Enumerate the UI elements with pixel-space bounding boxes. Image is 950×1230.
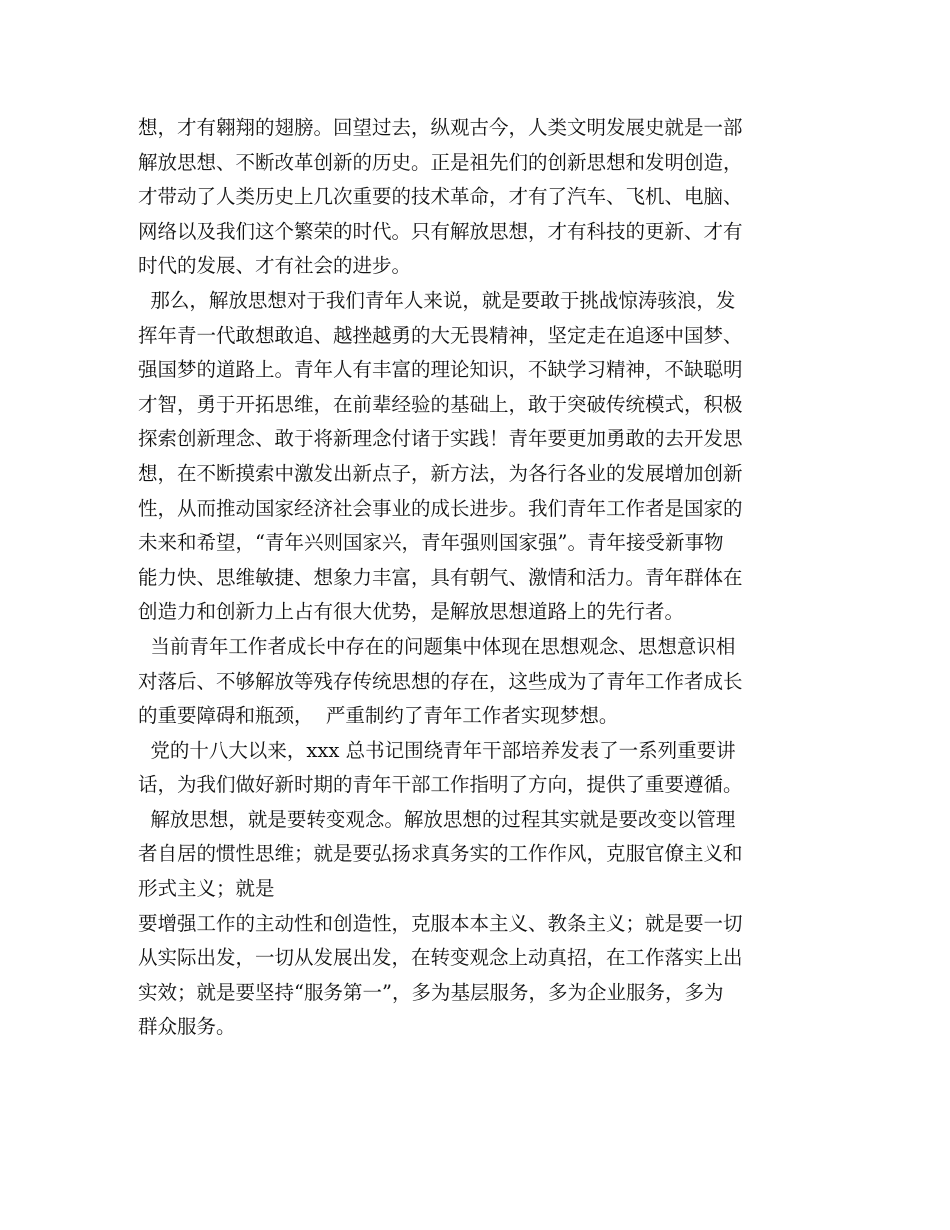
text-line: 想，才有翱翔的翅膀。回望过去，纵观古今，人类文明发展史就是一部 [138, 116, 743, 139]
text-line: 解放思想，就是要转变观念。解放思想的过程其实就是要改变以管理 [138, 807, 736, 831]
text-line: 探索创新理念、敢于将新理念付诸于实践！青年要更加勇敢的去开发思 [138, 427, 743, 451]
text-line: 挥年青一代敢想敢追、越挫越勇的大无畏精神，坚定走在追逐中国梦、 [138, 323, 743, 347]
text-line: 者自居的惯性思维；就是要弘扬求真务实的工作作风，克服官僚主义和 [138, 842, 743, 866]
text-line: 群众服务。 [138, 1015, 236, 1039]
text-line: 党的十八大以来，xxx 总书记围绕青年干部培养发表了一系列重要讲 [138, 738, 736, 762]
text-line: 才智，勇于开拓思维，在前辈经验的基础上，敢于突破传统模式，积极 [138, 392, 743, 416]
text-line: 网络以及我们这个繁荣的时代。只有解放思想，才有科技的更新、才有 [138, 219, 743, 243]
text-line: 想，在不断摸索中激发出新点子，新方法，为各行各业的发展增加创新 [138, 461, 743, 485]
text-line: 那么，解放思想对于我们青年人来说，就是要敢于挑战惊涛骇浪，发 [138, 288, 736, 312]
text-line: 才带动了人类历史上几次重要的技术革命，才有了汽车、飞机、电脑、 [138, 185, 743, 209]
text-line: 形式主义；就是 [138, 877, 275, 901]
body-text [138, 111, 818, 1045]
text-line: 当前青年工作者成长中存在的问题集中体现在思想观念、思想意识相 [138, 634, 736, 658]
text-line: 强国梦的道路上。青年人有丰富的理论知识，不缺学习精神，不缺聪明 [138, 358, 743, 382]
text-line: 能力快、思维敏捷、想象力丰富，具有朝气、激情和活力。青年群体在 [138, 565, 743, 589]
text-line: 性，从而推动国家经济社会事业的成长进步。我们青年工作者是国家的 [138, 496, 743, 520]
text-line: 时代的发展、才有社会的进步。 [138, 254, 412, 278]
text-line: 话，为我们做好新时期的青年干部工作指明了方向，提供了重要遵循。 [138, 773, 743, 797]
text-line: 创造力和创新力上占有很大优势，是解放思想道路上的先行者。 [138, 600, 685, 624]
text-line: 的重要障碍和瓶颈， 严重制约了青年工作者实现梦想。 [138, 704, 619, 728]
text-line: 实效；就是要坚持“服务第一”，多为基层服务，多为企业服务，多为 [138, 980, 724, 1004]
text-line: 对落后、不够解放等残存传统思想的存在，这些成为了青年工作者成长 [138, 669, 743, 693]
text-line: 要增强工作的主动性和创造性，克服本本主义、教条主义；就是要一切 [138, 911, 743, 935]
text-line: 从实际出发，一切从发展出发，在转变观念上动真招，在工作落实上出 [138, 946, 743, 970]
text-line: 未来和希望，“青年兴则国家兴，青年强则国家强”。青年接受新事物 [138, 531, 724, 555]
text-line: 解放思想、不断改革创新的历史。正是祖先们的创新思想和发明创造， [138, 150, 743, 174]
